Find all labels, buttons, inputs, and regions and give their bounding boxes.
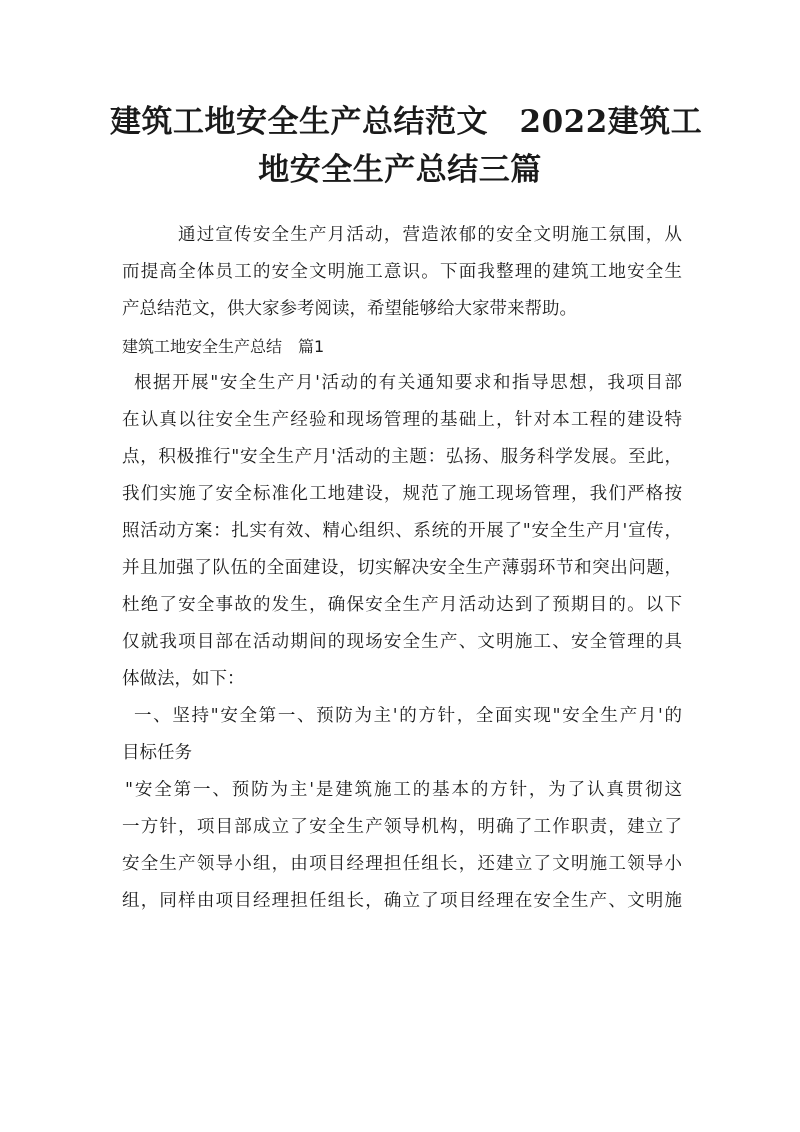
intro-line: 产总结范文，供大家参考阅读，希望能够给大家带来帮助。 <box>122 299 577 319</box>
paragraph-line: 根据开展"安全生产月'活动的有关通知要求和指导思想，我项目部 <box>134 373 682 393</box>
title-line-2: 地安全生产总结三篇 <box>258 152 542 188</box>
paragraph-line: 仅就我项目部在活动期间的现场安全生产、文明施工、安全管理的具 <box>122 632 682 652</box>
paragraph-line: 体做法，如下： <box>122 669 245 689</box>
paragraph-line: 一方针，项目部成立了安全生产领导机构，明确了工作职责，建立了 <box>122 817 682 837</box>
subheading-line: 目标任务 <box>122 743 192 763</box>
paragraph-line: 点，积极推行"安全生产月'活动的主题：弘扬、服务科学发展。至此， <box>122 447 682 467</box>
paragraph-line: 在认真以往安全生产经验和现场管理的基础上，针对本工程的建设特 <box>122 410 682 430</box>
intro-paragraph <box>122 217 682 328</box>
subheading <box>122 698 682 772</box>
paragraph-line: 安全生产领导小组，由项目经理担任组长，还建立了文明施工领导小 <box>122 854 682 874</box>
intro-line: 而提高全体员工的安全文明施工意识。下面我整理的建筑工地安全生 <box>122 262 682 282</box>
subheading-line: 一、坚持"安全第一、预防为主'的方针，全面实现"安全生产月'的 <box>134 706 682 726</box>
paragraph-1 <box>122 365 682 698</box>
title-line-1: 建筑工地安全生产总结范文 2022建筑工 <box>110 104 703 140</box>
section-heading: 建筑工地安全生产总结 篇1 <box>122 337 325 356</box>
document-title <box>110 98 703 194</box>
document-body <box>122 217 682 920</box>
paragraph-line: 并且加强了队伍的全面建设，切实解决安全生产薄弱环节和突出问题， <box>122 558 682 578</box>
paragraph-line: "安全第一、预防为主'是建筑施工的基本的方针，为了认真贯彻这 <box>125 780 682 800</box>
paragraph-line: 我们实施了安全标准化工地建设，规范了施工现场管理，我们严格按 <box>122 484 682 504</box>
paragraph-line: 杜绝了安全事故的发生，确保安全生产月活动达到了预期目的。以下 <box>122 595 682 615</box>
paragraph-line: 照活动方案：扎实有效、精心组织、系统的开展了"安全生产月'宣传， <box>122 521 682 541</box>
paragraph-2 <box>122 772 682 920</box>
intro-line: 通过宣传安全生产月活动，营造浓郁的安全文明施工氛围，从 <box>178 225 682 245</box>
paragraph-line: 组，同样由项目经理担任组长，确立了项目经理在安全生产、文明施 <box>122 891 682 911</box>
